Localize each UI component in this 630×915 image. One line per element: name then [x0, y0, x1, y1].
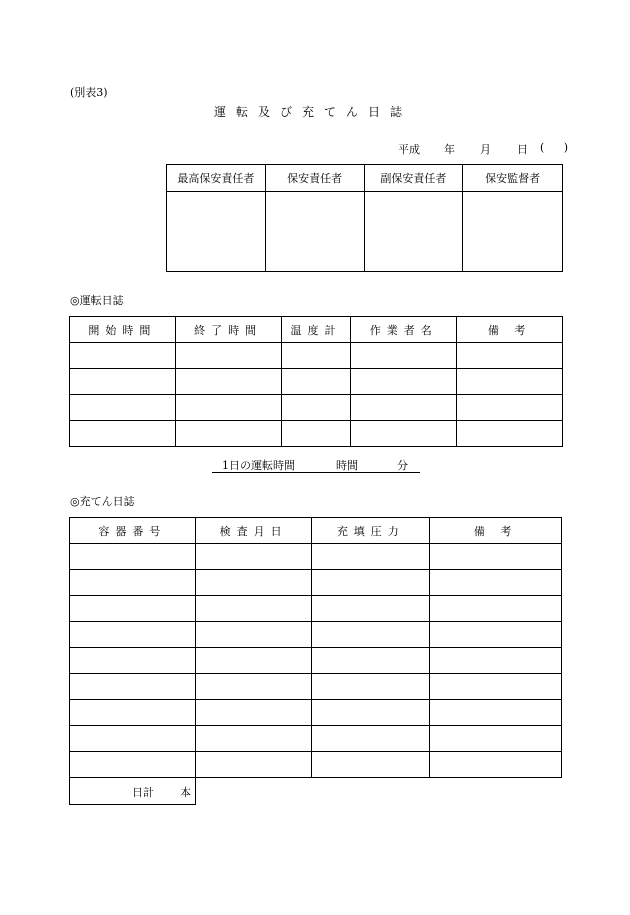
table-row — [70, 700, 562, 726]
table-cell[interactable] — [430, 752, 562, 778]
operation-log-title: ◎運転日誌 — [70, 294, 124, 307]
table-cell[interactable] — [195, 570, 312, 596]
table-cell[interactable] — [175, 343, 281, 369]
table-row — [70, 752, 562, 778]
table-row — [70, 726, 562, 752]
signature-header: 保安監督者 — [463, 165, 563, 192]
filling-log-title: ◎充てん日誌 — [70, 495, 135, 508]
table-cell[interactable] — [70, 596, 196, 622]
table-row — [70, 674, 562, 700]
table-cell[interactable] — [312, 596, 430, 622]
table-cell[interactable] — [312, 700, 430, 726]
table-cell[interactable] — [430, 648, 562, 674]
table-cell[interactable] — [195, 674, 312, 700]
table-cell[interactable] — [351, 369, 457, 395]
table-cell[interactable] — [312, 622, 430, 648]
table-cell[interactable] — [195, 544, 312, 570]
signature-cell[interactable] — [265, 192, 364, 272]
signature-header: 副保安責任者 — [364, 165, 463, 192]
table-cell[interactable] — [312, 648, 430, 674]
table-cell[interactable] — [195, 752, 312, 778]
daily-count-table — [69, 777, 196, 805]
operation-header: 終了時間 — [175, 317, 281, 343]
appendix-label: (別表3) — [70, 86, 108, 99]
date-era: 平成 — [398, 143, 420, 156]
table-cell[interactable] — [70, 648, 196, 674]
table-cell[interactable] — [351, 421, 457, 447]
table-row — [70, 343, 563, 369]
table-cell[interactable] — [175, 369, 281, 395]
signature-cell[interactable] — [167, 192, 266, 272]
date-month: 月 — [480, 143, 491, 156]
table-cell[interactable] — [175, 421, 281, 447]
table-cell[interactable] — [281, 369, 351, 395]
table-cell[interactable] — [70, 544, 196, 570]
table-cell[interactable] — [70, 570, 196, 596]
table-cell[interactable] — [70, 674, 196, 700]
operation-header: 作業者名 — [351, 317, 457, 343]
table-cell[interactable] — [281, 421, 351, 447]
table-cell[interactable] — [195, 596, 312, 622]
daily-count-label: 日計 — [132, 786, 154, 799]
table-cell[interactable] — [312, 752, 430, 778]
filling-log-table — [69, 517, 562, 778]
table-cell[interactable] — [312, 544, 430, 570]
operation-header: 温度計 — [281, 317, 351, 343]
table-cell[interactable] — [457, 395, 563, 421]
table-cell[interactable] — [430, 674, 562, 700]
table-cell[interactable] — [281, 395, 351, 421]
table-cell[interactable] — [351, 395, 457, 421]
table-cell[interactable] — [430, 622, 562, 648]
signature-header: 保安責任者 — [265, 165, 364, 192]
table-cell[interactable] — [457, 343, 563, 369]
table-cell[interactable] — [70, 752, 196, 778]
operation-header: 開始時間 — [70, 317, 176, 343]
table-row — [70, 596, 562, 622]
table-cell[interactable] — [430, 544, 562, 570]
table-cell[interactable] — [457, 369, 563, 395]
table-cell[interactable] — [312, 570, 430, 596]
table-cell[interactable] — [457, 421, 563, 447]
date-year: 年 — [444, 143, 455, 156]
table-cell[interactable] — [312, 726, 430, 752]
table-cell[interactable] — [351, 343, 457, 369]
table-cell[interactable] — [430, 570, 562, 596]
table-cell[interactable] — [312, 674, 430, 700]
table-cell[interactable] — [70, 343, 176, 369]
table-cell[interactable] — [195, 648, 312, 674]
table-row — [70, 648, 562, 674]
table-cell[interactable] — [195, 622, 312, 648]
filling-header: 検査月日 — [195, 518, 312, 544]
page-title: 運転及び充てん日誌 — [214, 105, 413, 119]
table-cell[interactable] — [70, 726, 196, 752]
daily-runtime-hours: 時間 — [336, 459, 358, 472]
table-cell[interactable] — [430, 726, 562, 752]
daily-runtime-label: 1日の運転時間 — [222, 459, 295, 472]
signature-cell[interactable] — [463, 192, 563, 272]
table-row — [70, 395, 563, 421]
daily-count-unit: 本 — [180, 786, 191, 799]
signature-header: 最高保安責任者 — [167, 165, 266, 192]
table-cell[interactable] — [175, 395, 281, 421]
daily-count-cell[interactable] — [70, 777, 196, 804]
table-row — [70, 570, 562, 596]
operation-header: 備 考 — [457, 317, 563, 343]
table-cell[interactable] — [430, 596, 562, 622]
table-row — [70, 544, 562, 570]
table-cell[interactable] — [70, 421, 176, 447]
daily-runtime-minutes: 分 — [397, 459, 408, 472]
date-day: 日 — [517, 143, 528, 156]
table-cell[interactable] — [430, 700, 562, 726]
table-row — [70, 421, 563, 447]
filling-header: 備 考 — [430, 518, 562, 544]
date-weekday: ( ) — [540, 141, 577, 154]
table-cell[interactable] — [70, 622, 196, 648]
table-cell[interactable] — [70, 700, 196, 726]
table-row — [70, 622, 562, 648]
table-cell[interactable] — [70, 369, 176, 395]
table-row — [70, 369, 563, 395]
table-cell[interactable] — [195, 726, 312, 752]
table-cell[interactable] — [281, 343, 351, 369]
signature-table — [166, 164, 563, 272]
filling-header: 容器番号 — [70, 518, 196, 544]
operation-log-table — [69, 316, 563, 447]
table-cell[interactable] — [70, 395, 176, 421]
filling-header: 充填圧力 — [312, 518, 430, 544]
signature-cell[interactable] — [364, 192, 463, 272]
table-cell[interactable] — [195, 700, 312, 726]
